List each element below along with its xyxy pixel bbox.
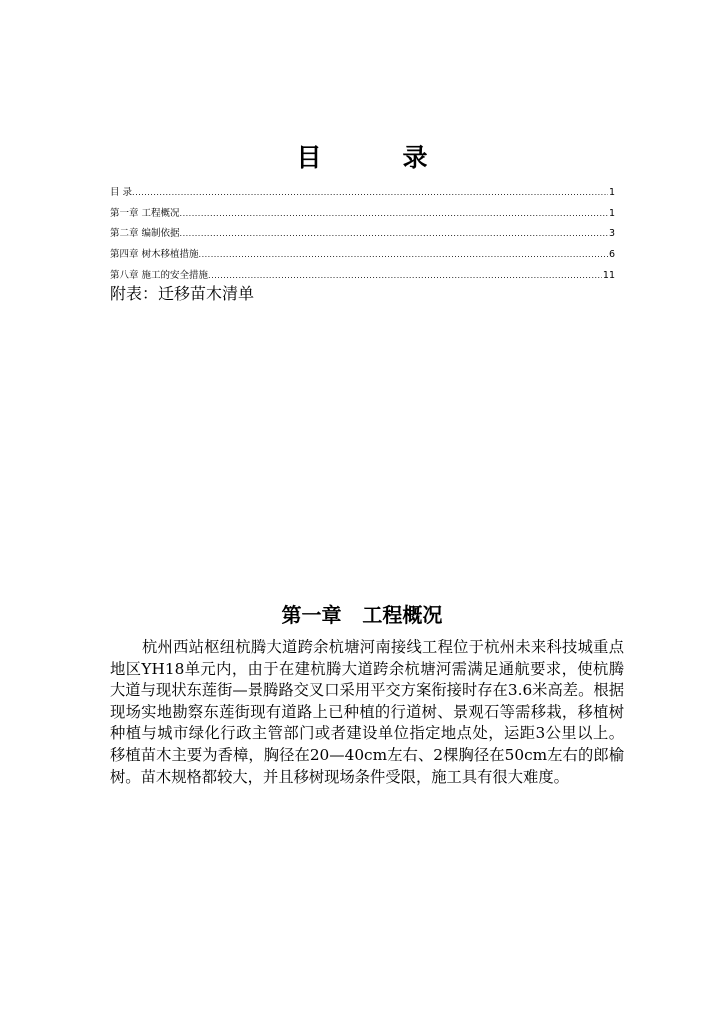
toc-entry-page: 3	[608, 228, 615, 240]
toc-entry-label: 第一章 工程概况	[110, 207, 180, 219]
toc-entry-page: 6	[608, 249, 615, 261]
toc-title: 目 录	[296, 143, 456, 172]
toc-entry-chapter-2[interactable]	[110, 224, 615, 245]
toc-leader-dots	[180, 204, 608, 225]
appendix-heading: 附表：迁移苗木清单	[110, 284, 255, 303]
toc-entry-label: 第八章 施工的安全措施	[110, 269, 209, 281]
toc-entry-label: 目 录	[110, 187, 133, 198]
toc-leader-dots	[208, 266, 602, 287]
toc-leader-dots	[132, 183, 608, 204]
toc-entry-page: 11	[602, 269, 615, 281]
toc-leader-dots	[199, 245, 608, 266]
toc-entry-chapter-4[interactable]	[110, 245, 615, 266]
toc-entry-page: 1	[608, 187, 615, 198]
chapter-paragraph: 杭州西站枢纽杭腾大道跨余杭塘河南接线工程位于杭州未来科技城重点地区YH18单元内，由于在建杭腾大道跨余杭塘河需满足通航要求，使杭腾大道与现状东莲街—景腾路交叉口采用平交方案衔接时存在3.6米高差。根据现场实地勘察东莲街现有道路上已种植的行道树、景观石等需移栽，移植树种植与城市绿化行政主管部门或者建设单位指定地点处，运距3公里以上。移植苗木主要为香樟，胸径在20—40cm左右、2棵胸径在50cm左右的郎榆树。苗木规格都较大，并且移树现场条件受限，施工具有很大难度。	[110, 638, 624, 786]
toc-entry-contents[interactable]	[110, 183, 615, 204]
toc-entry-chapter-1[interactable]	[110, 204, 615, 225]
toc-leader-dots	[180, 224, 608, 245]
toc-entry-label: 第四章 树木移植措施	[110, 249, 199, 261]
chapter-title: 第一章 工程概况	[281, 603, 443, 627]
toc-entry-label: 第二章 编制依据	[110, 228, 180, 240]
table-of-contents	[110, 183, 615, 286]
toc-entry-page: 1	[608, 207, 615, 219]
